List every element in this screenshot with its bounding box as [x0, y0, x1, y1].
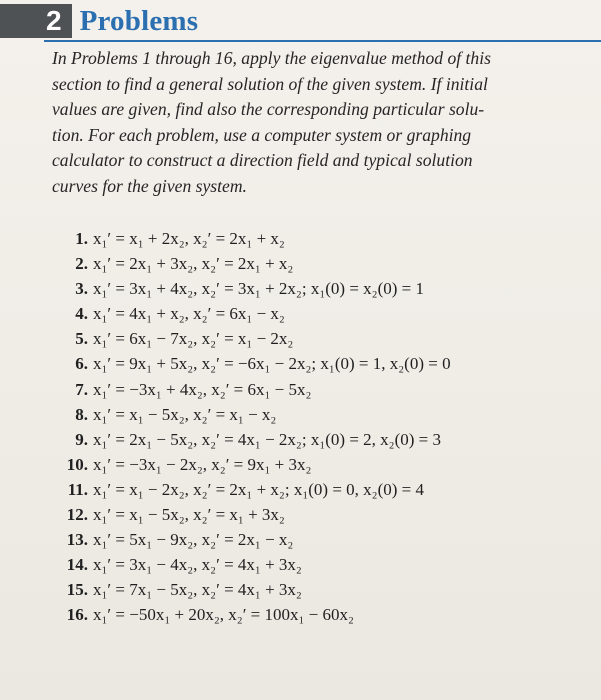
- problem-item: [58, 580, 598, 605]
- problem-item: [58, 229, 598, 254]
- problem-number: 3.: [75, 279, 88, 299]
- problem-item: [58, 480, 598, 505]
- section-title: Problems: [79, 4, 199, 37]
- problem-number: 12.: [66, 505, 88, 525]
- problem-equation: x₁′ = x₁ + 2x₂, x₂′ = 2x₁ + x₂: [93, 229, 285, 248]
- problem-number: 15.: [66, 580, 88, 600]
- problem-equation: x₁′ = 3x₁ + 4x₂, x₂′ = 3x₁ + 2x₂; x₁(0) = x₂(0) = 1: [93, 279, 424, 299]
- problem-item: [58, 430, 598, 455]
- problem-item: [58, 354, 598, 379]
- problem-equation: x₁′ = −50x₁ + 20x₂, x₂′ = 100x₁ − 60x₂: [93, 605, 354, 625]
- section-number: 2: [0, 4, 72, 38]
- instructions-line: values are given, find also the corresponding particular solu-: [52, 99, 485, 119]
- problem-item: [58, 505, 598, 530]
- problem-number: 6.: [75, 354, 88, 374]
- problem-item: [58, 279, 598, 304]
- problem-number: 8.: [75, 404, 88, 424]
- instructions-line: tion. For each problem, use a computer system or graphing: [52, 124, 472, 145]
- problem-list: [58, 229, 598, 631]
- problem-equation: x₁′ = x₁ − 2x₂, x₂′ = 2x₁ + x₂; x₁(0) = 0, x₂(0) = 4: [93, 479, 424, 499]
- problem-number: 14.: [66, 555, 88, 575]
- problem-equation: x₁′ = 7x₁ − 5x₂, x₂′ = 4x₁ + 3x₂: [93, 580, 302, 600]
- problem-equation: x₁′ = 9x₁ + 5x₂, x₂′ = −6x₁ − 2x₂; x₁(0) = 1, x₂(0) = 0: [93, 354, 451, 374]
- problem-item: [58, 329, 598, 354]
- problem-equation: x₁′ = 2x₁ + 3x₂, x₂′ = 2x₁ + x₂: [93, 254, 294, 274]
- problem-number: 1.: [75, 229, 88, 248]
- problem-item: [58, 380, 598, 405]
- problem-item: [58, 555, 598, 580]
- problem-item: [58, 605, 598, 630]
- problem-number: 2.: [75, 254, 88, 274]
- instructions-paragraph: [52, 46, 572, 199]
- problem-item: [58, 530, 598, 555]
- problem-equation: x₁′ = 4x₁ + x₂, x₂′ = 6x₁ − x₂: [93, 304, 285, 324]
- problem-item: [58, 455, 598, 480]
- instructions-line: In Problems 1 through 16, apply the eigenvalue method of this: [52, 48, 491, 68]
- problem-number: 13.: [66, 530, 88, 550]
- problem-number: 7.: [75, 379, 88, 399]
- problem-item: [58, 304, 598, 329]
- problem-item: [58, 254, 598, 279]
- problem-number: 5.: [75, 329, 88, 349]
- problem-number: 16.: [66, 605, 88, 625]
- instructions-line: section to find a general solution of the given system. If initial: [52, 73, 488, 94]
- problem-number: 11.: [67, 479, 88, 499]
- problem-number: 10.: [66, 454, 88, 474]
- problem-number: 4.: [75, 304, 88, 324]
- problem-equation: x₁′ = −3x₁ − 2x₂, x₂′ = 9x₁ + 3x₂: [93, 454, 312, 474]
- problem-number: 9.: [75, 429, 88, 449]
- instructions-line: curves for the given system.: [52, 175, 247, 196]
- problem-equation: x₁′ = x₁ − 5x₂, x₂′ = x₁ − x₂: [93, 404, 277, 424]
- problem-equation: x₁′ = 5x₁ − 9x₂, x₂′ = 2x₁ − x₂: [93, 530, 294, 550]
- problem-item: [58, 405, 598, 430]
- section-heading: [46, 4, 199, 38]
- problem-equation: x₁′ = x₁ − 5x₂, x₂′ = x₁ + 3x₂: [93, 505, 285, 525]
- problem-equation: x₁′ = 3x₁ − 4x₂, x₂′ = 4x₁ + 3x₂: [93, 555, 302, 575]
- problem-equation: x₁′ = 2x₁ − 5x₂, x₂′ = 4x₁ − 2x₂; x₁(0) = 2, x₂(0) = 3: [93, 429, 441, 449]
- heading-rule: [44, 40, 601, 42]
- instructions-line: calculator to construct a direction field and typical solution: [52, 150, 473, 170]
- problem-equation: x₁′ = −3x₁ + 4x₂, x₂′ = 6x₁ − 5x₂: [93, 379, 312, 399]
- problem-equation: x₁′ = 6x₁ − 7x₂, x₂′ = x₁ − 2x₂: [93, 329, 294, 349]
